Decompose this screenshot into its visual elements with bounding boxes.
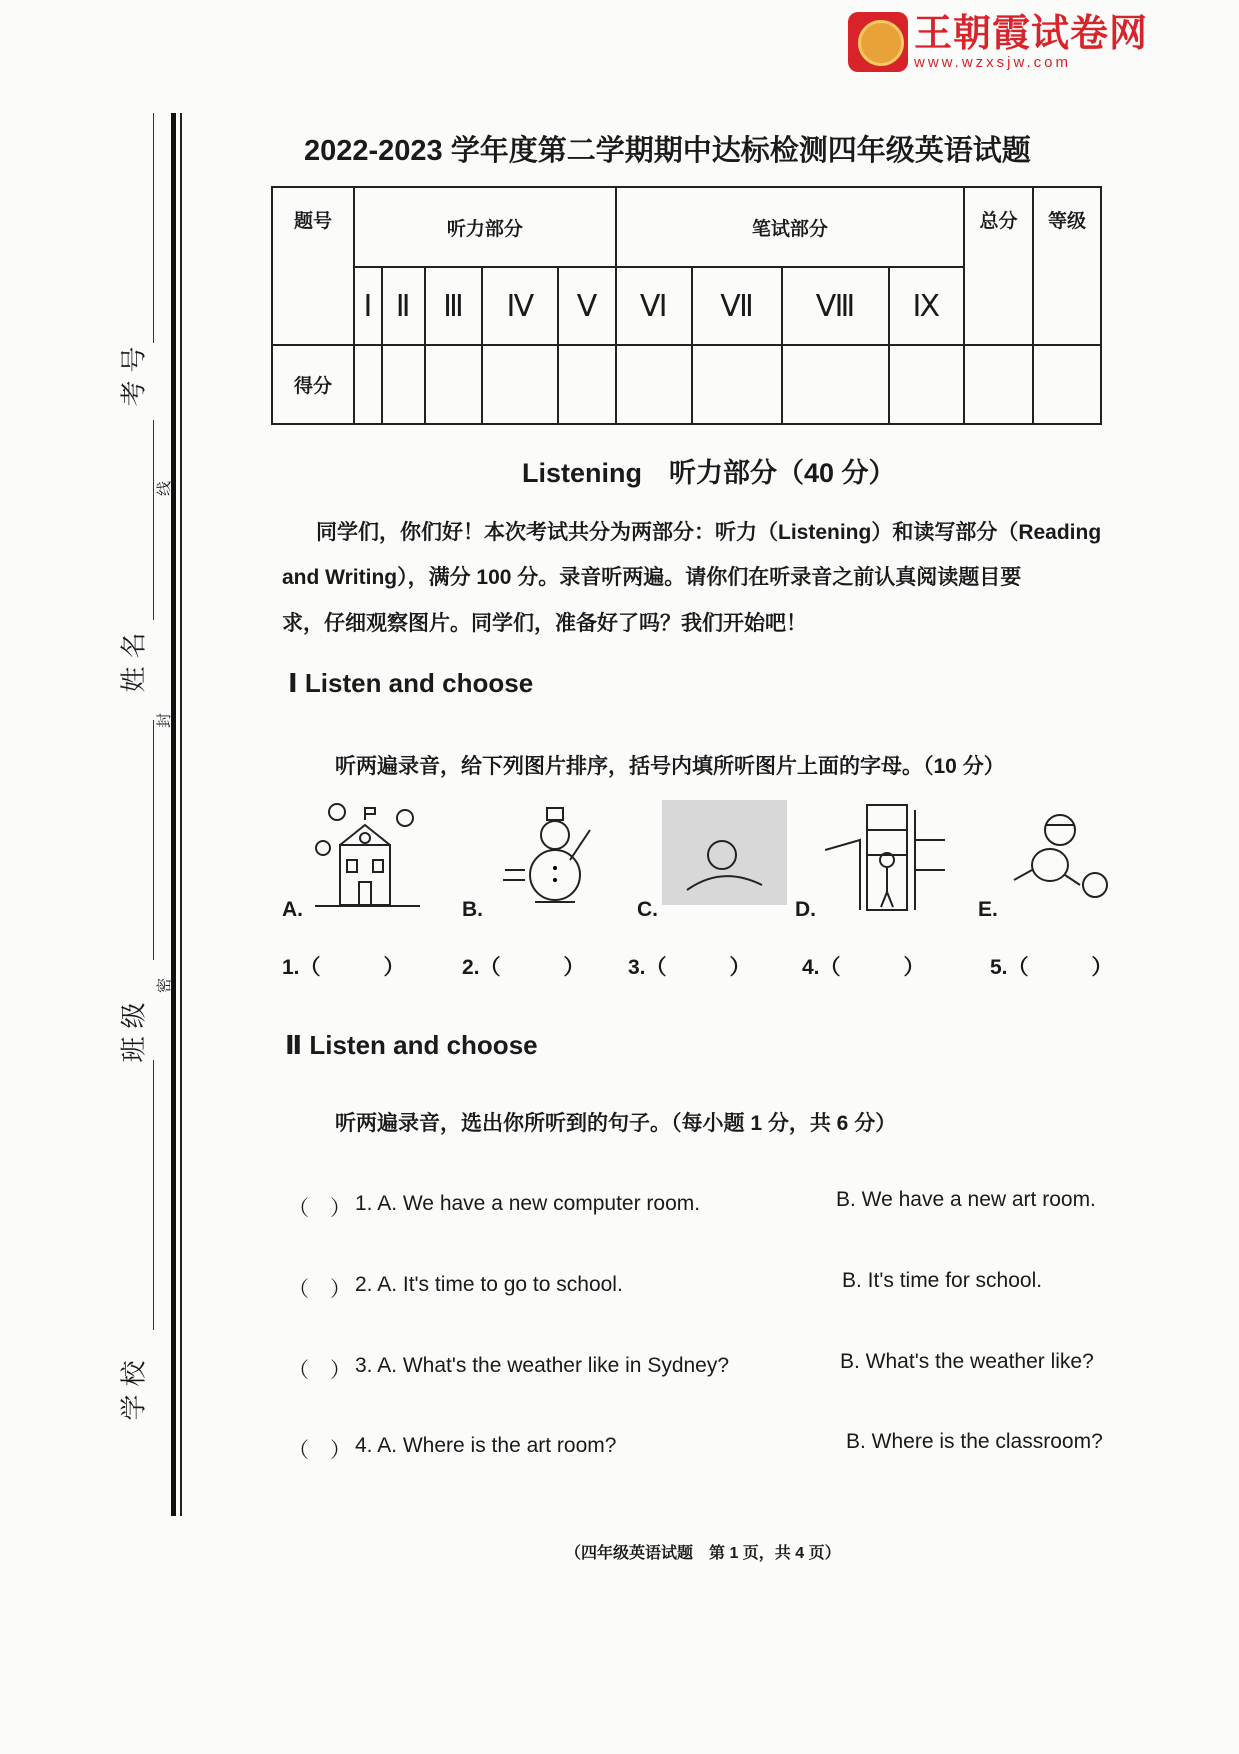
score-cell[interactable] — [482, 345, 558, 424]
option-b: B. What's the weather like? — [840, 1350, 1094, 1373]
logo-url: www.wzxsjw.com — [914, 53, 1072, 71]
question-number-header: 题号 — [272, 187, 354, 345]
option-a: 3. A. What's the weather like in Sydney? — [355, 1354, 730, 1377]
answer-blank[interactable]: （ ） — [288, 1439, 351, 1462]
score-cell[interactable] — [889, 345, 965, 424]
field-line — [153, 720, 154, 960]
seal-mark: 密 — [156, 977, 174, 994]
picture-label: D. — [795, 898, 816, 921]
page-footer: （四年级英语试题 第 1 页，共 4 页） — [565, 1545, 841, 1562]
section1-instruction: 听两遍录音，给下列图片排序，括号内填所听图片上面的字母。（10 分） — [335, 755, 1005, 778]
binding-line-inner — [180, 113, 182, 1516]
logo-emblem-icon — [848, 12, 908, 72]
numeral-cell: Ⅷ — [782, 267, 888, 345]
numeral-cell: Ⅵ — [616, 267, 692, 345]
answer-blank[interactable]: （ ） — [288, 1359, 351, 1382]
seal-mark: 封 — [156, 712, 174, 729]
snowman-picture — [495, 800, 615, 915]
grade-header: 等级 — [1033, 187, 1101, 345]
answer-blank[interactable]: 4.（ ） — [802, 956, 925, 979]
intro-line: and Writing），满分 100 分。录音听两遍。请你们在听录音之前认真阅读题目要 — [282, 566, 1022, 589]
library-picture — [825, 800, 945, 915]
score-cell[interactable] — [964, 345, 1033, 424]
site-logo — [848, 12, 1148, 72]
score-cell[interactable] — [558, 345, 616, 424]
score-cell[interactable] — [1033, 345, 1101, 424]
score-cell[interactable] — [382, 345, 425, 424]
section2-instruction: 听两遍录音，选出你所听到的句子。（每小题 1 分，共 6 分） — [335, 1112, 897, 1135]
numeral-cell: Ⅸ — [889, 267, 965, 345]
section1-heading: Ⅰ Listen and choose — [288, 668, 534, 698]
option-b: B. We have a new art room. — [836, 1188, 1096, 1211]
answer-blank[interactable]: 1.（ ） — [282, 956, 405, 979]
option-a: 2. A. It's time to go to school. — [355, 1273, 623, 1296]
numeral-cell: Ⅳ — [482, 267, 558, 345]
score-label: 得分 — [272, 345, 354, 424]
field-line — [153, 113, 154, 343]
option-a: 4. A. Where is the art room? — [355, 1434, 617, 1457]
binding-line — [171, 113, 176, 1516]
intro-line: 同学们，你们好！本次考试共分为两部分：听力（Listening）和读写部分（Reading — [316, 521, 1102, 544]
score-cell[interactable] — [782, 345, 888, 424]
writing-header: 笔试部分 — [616, 187, 964, 267]
exam-title: 2022-2023 学年度第二学期期中达标检测四年级英语试题 — [304, 135, 1031, 167]
section2-heading: Ⅱ Listen and choose — [285, 1030, 538, 1060]
logo-name: 王朝霞试卷网 — [914, 12, 1149, 55]
numeral-cell: Ⅶ — [692, 267, 783, 345]
option-a: 1. A. We have a new computer room. — [355, 1192, 701, 1215]
exam-number-label: 考号 — [118, 338, 149, 407]
field-line — [153, 1060, 154, 1330]
total-header: 总分 — [964, 187, 1033, 345]
answer-blank[interactable]: （ ） — [288, 1278, 351, 1301]
option-b: B. It's time for school. — [842, 1269, 1043, 1292]
score-cell[interactable] — [354, 345, 382, 424]
answer-blank[interactable]: 2.（ ） — [462, 956, 585, 979]
picture-label: E. — [978, 898, 998, 921]
name-label: 姓名 — [118, 624, 149, 693]
answer-blank[interactable]: 5.（ ） — [990, 956, 1113, 979]
field-line — [153, 420, 154, 620]
listening-header: 听力部分 — [354, 187, 616, 267]
score-cell[interactable] — [616, 345, 692, 424]
numeral-cell: Ⅰ — [354, 267, 382, 345]
numeral-cell: Ⅲ — [425, 267, 483, 345]
answer-blank[interactable]: 3.（ ） — [628, 956, 751, 979]
school-label: 学校 — [118, 1352, 149, 1421]
numeral-cell: Ⅴ — [558, 267, 616, 345]
score-table — [271, 186, 1102, 425]
school-picture — [305, 800, 425, 915]
numeral-cell: Ⅱ — [382, 267, 425, 345]
picture-label: A. — [282, 898, 303, 921]
intro-line: 求，仔细观察图片。同学们，准备好了吗？我们开始吧！ — [282, 612, 807, 635]
class-label: 班级 — [118, 994, 149, 1063]
option-b: B. Where is the classroom? — [846, 1430, 1103, 1453]
score-cell[interactable] — [692, 345, 783, 424]
answer-blank[interactable]: （ ） — [288, 1197, 351, 1220]
score-cell[interactable] — [425, 345, 483, 424]
boy-playing-football-picture — [1000, 800, 1120, 915]
picture-label: C. — [637, 898, 658, 921]
seal-mark: 线 — [156, 480, 174, 497]
picture-label: B. — [462, 898, 483, 921]
listening-heading: Listening 听力部分（40 分） — [522, 458, 896, 488]
girl-in-bed-picture — [662, 800, 787, 915]
